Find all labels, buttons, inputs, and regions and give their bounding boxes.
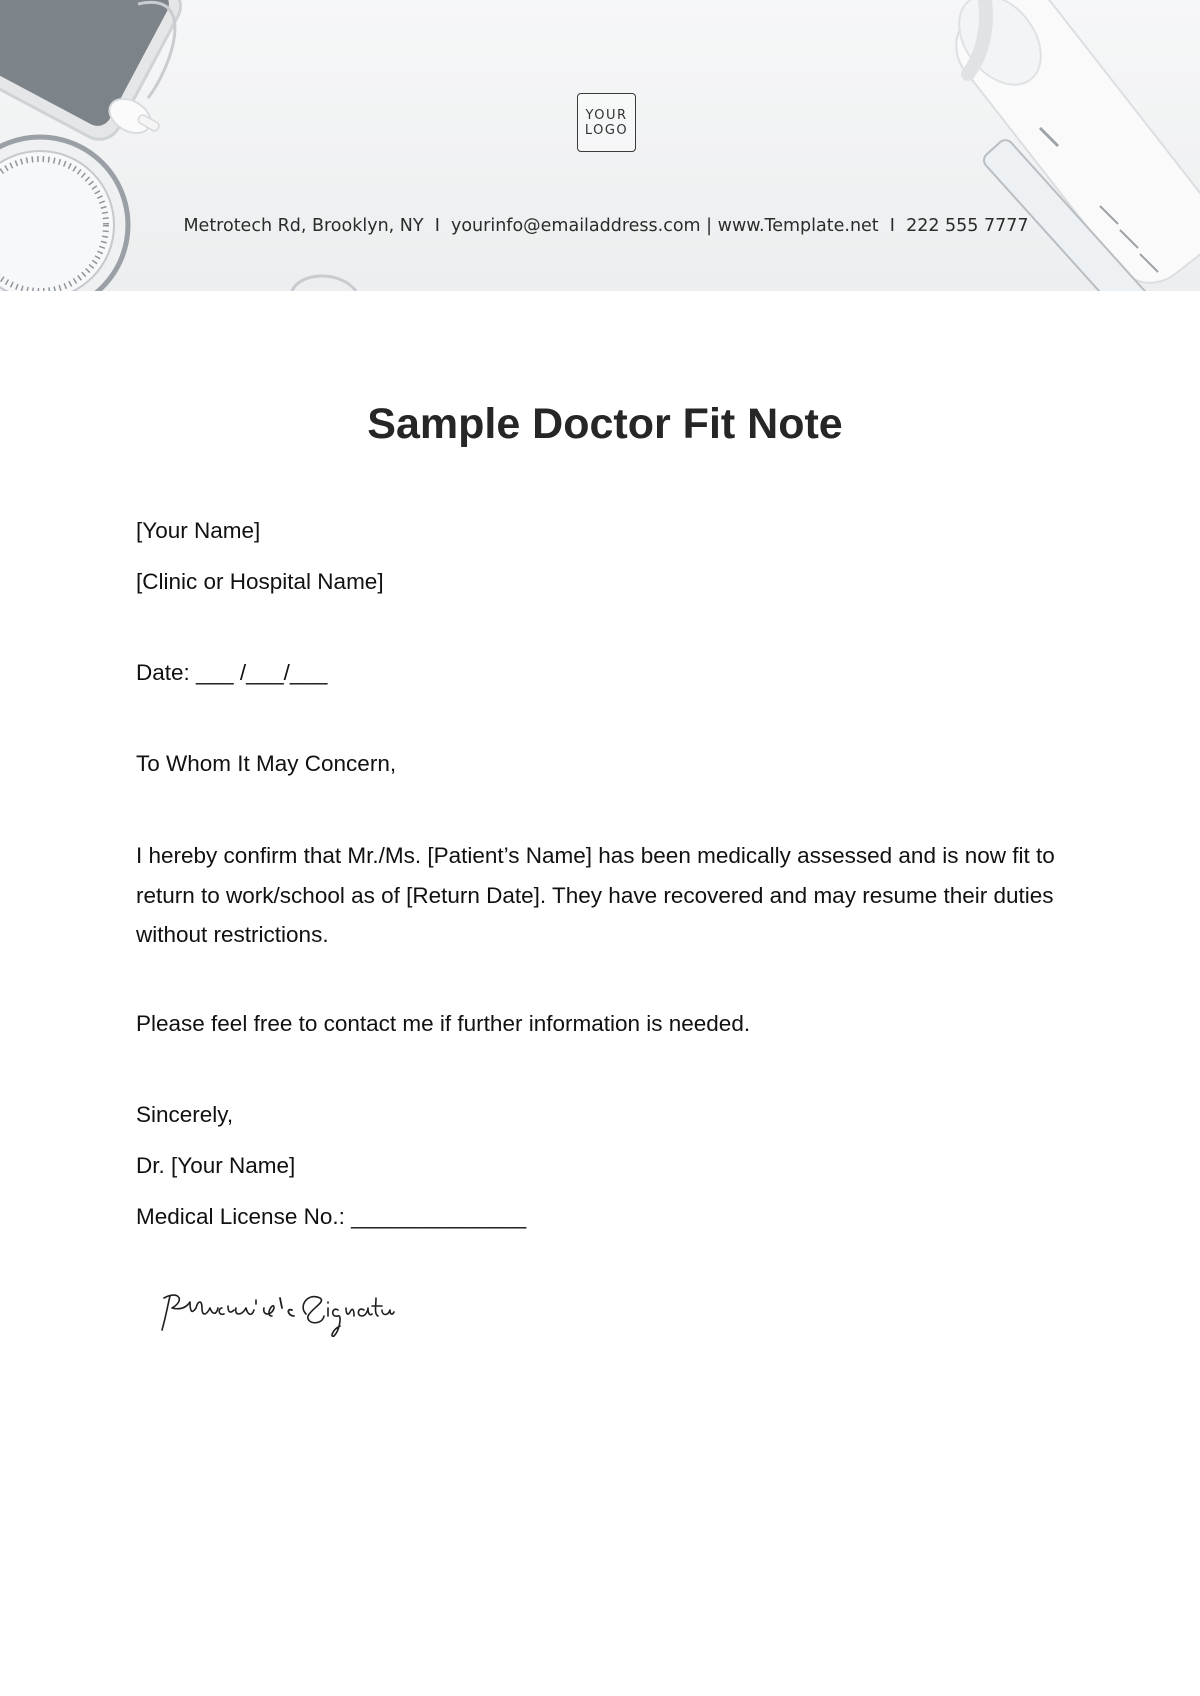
physician-signature bbox=[156, 1286, 396, 1346]
date-line: Date: ___ /___/___ bbox=[136, 660, 328, 685]
gauge-icon bbox=[0, 137, 128, 291]
valediction: Sincerely, bbox=[136, 1102, 234, 1127]
logo-placeholder bbox=[577, 93, 636, 152]
logo-text-line1: YOUR bbox=[585, 107, 628, 123]
closing-paragraph: Please feel free to contact me if further information is needed. bbox=[136, 1011, 751, 1036]
clinic-name: [Clinic or Hospital Name] bbox=[136, 569, 384, 594]
header-banner bbox=[0, 0, 1200, 291]
document-title: Sample Doctor Fit Note bbox=[367, 400, 843, 448]
logo-text-line2: LOGO bbox=[584, 122, 629, 138]
salutation: To Whom It May Concern, bbox=[136, 751, 397, 776]
sender-name: [Your Name] bbox=[136, 518, 261, 543]
tablet-icon bbox=[0, 0, 188, 147]
license-line: Medical License No.: ______________ bbox=[136, 1204, 527, 1229]
body-paragraph: I hereby confirm that Mr./Ms. [Patient’s Name] has been medically assessed and is now fit to return to work/school as of [Return Date]. They have recovered and may resume their duties without restrictions. bbox=[136, 843, 1055, 947]
glasses-icon bbox=[292, 276, 356, 291]
doctor-name: Dr. [Your Name] bbox=[136, 1153, 296, 1178]
contact-info: Metrotech Rd, Brooklyn, NY I yourinfo@emailaddress.com | www.Template.net I 222 555 7777 bbox=[183, 216, 1029, 236]
